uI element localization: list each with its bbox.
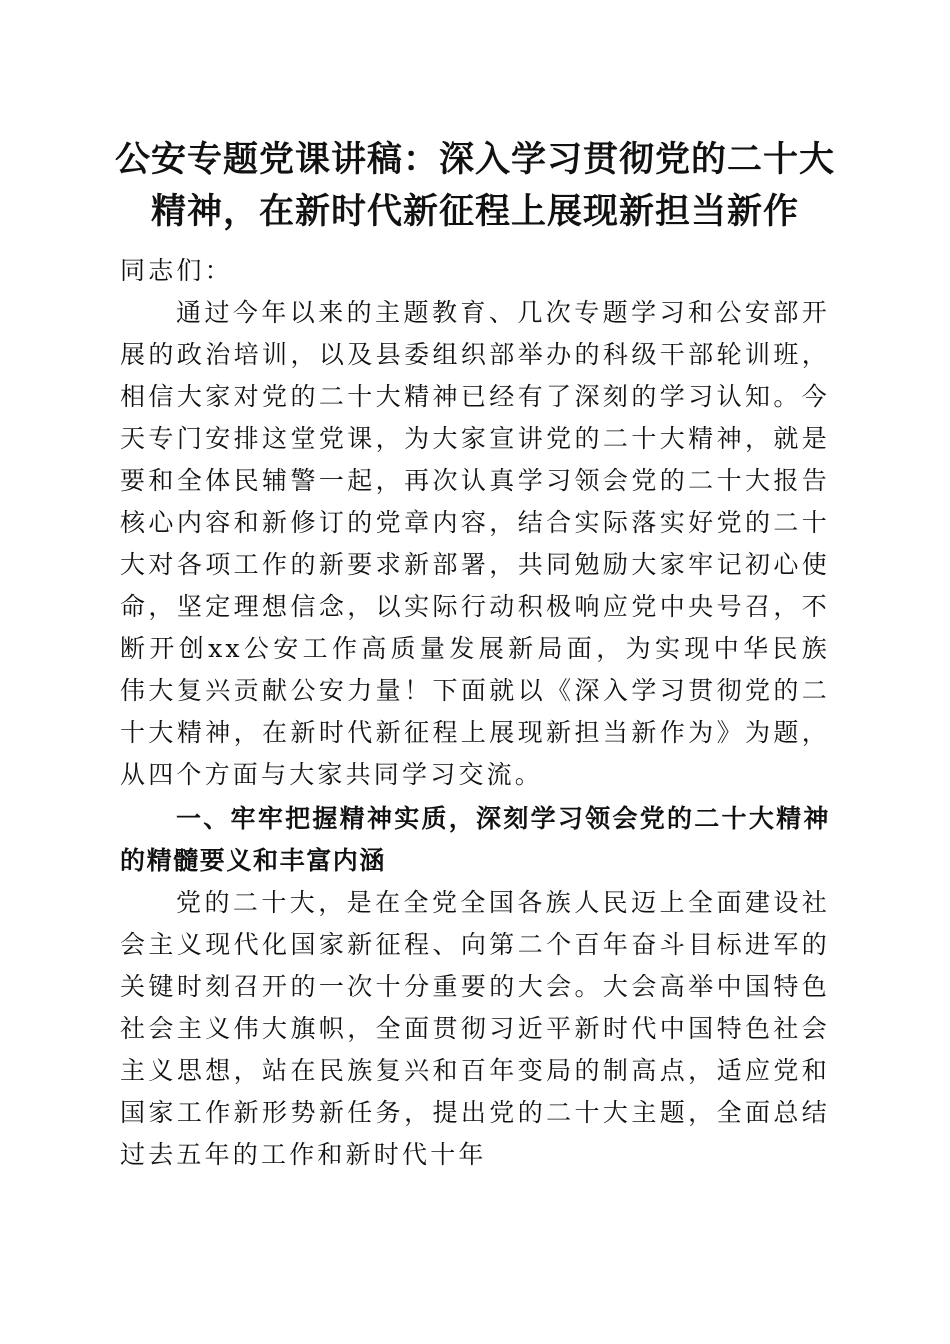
document-body bbox=[120, 250, 830, 1176]
intro-paragraph: 通过今年以来的主题教育、几次专题学习和公安部开展的政治培训，以及县委组织部举办的科级干部轮训班，相信大家对党的二十大精神已经有了深刻的学习认知。今天专门安排这堂党课，为大家宣讲党的二十大精神，就是要和全体民辅警一起，再次认真学习领会党的二十大报告核心内容和新修订的党章内容，结合实际落实好党的二十大对各项工作的新要求新部署，共同勉励大家牢记初心使命，坚定理想信念，以实际行动积极响应党中央号召，不断开创xx公安工作高质量发展新局面，为实现中华民族伟大复兴贡献公安力量！下面就以《深入学习贯彻党的二十大精神，在新时代新征程上展现新担当新作为》为题，从四个方面与大家共同学习交流。 bbox=[120, 298, 830, 789]
section-1-heading: 一、牢牢把握精神实质，深刻学习领会党的二十大精神的精髓要义和丰富内涵 bbox=[120, 804, 830, 875]
title-line-1: 公安专题党课讲稿：深入学习贯彻党的二十大 bbox=[114, 139, 835, 180]
section-1-paragraph: 党的二十大，是在全党全国各族人民迈上全面建设社会主义现代化国家新征程、向第二个百年奋斗目标进军的关键时刻召开的一次十分重要的大会。大会高举中国特色社会主义伟大旗帜，全面贯彻习近平新时代中国特色社会主义思想，站在民族复兴和百年变局的制高点，适应党和国家工作新形势新任务，提出党的二十大主题，全面总结过去五年的工作和新时代十年 bbox=[120, 888, 830, 1169]
salutation: 同志们： bbox=[120, 256, 233, 285]
document-title bbox=[110, 134, 840, 238]
title-line-2: 精神，在新时代新征程上展现新担当新作 bbox=[150, 191, 799, 232]
